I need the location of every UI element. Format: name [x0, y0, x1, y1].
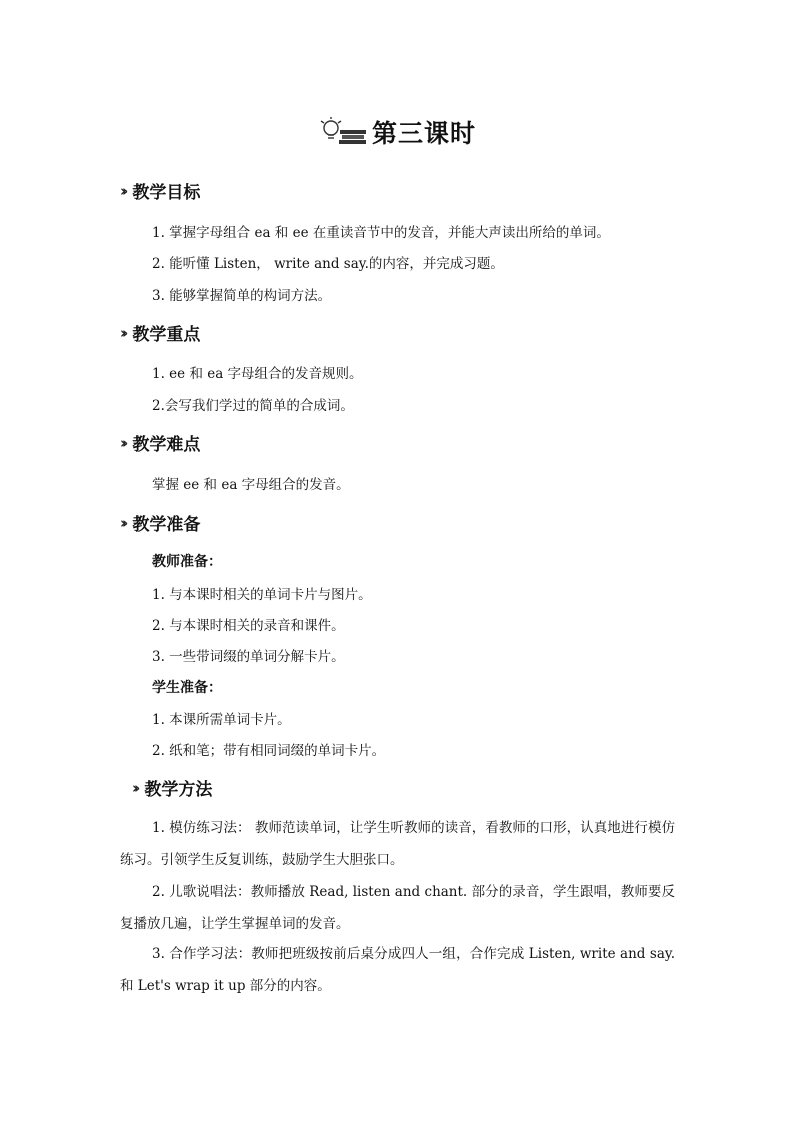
heading-text: 教学目标 [132, 183, 201, 203]
method-paragraph: 1. 模仿练习法： 教师范读单词，让学生听教师的读音，看教师的口形，认真地进行模仿练习。引领学生反复训练，鼓励学生大胆张口。 [120, 820, 675, 868]
heading-text: 教学难点 [132, 435, 201, 455]
lightbulb-books-icon [318, 117, 368, 147]
section-heading-key-points [120, 320, 200, 345]
list-item: 掌握 ee 和 ea 字母组合的发音。 [152, 477, 350, 493]
heading-text: 教学方法 [144, 780, 213, 800]
heading-text: 教学准备 [132, 515, 201, 535]
method-paragraph: 3. 合作学习法：教师把班级按前后桌分成四人一组，合作完成 Listen, write and say.和 Let's wrap it up 部分的内容。 [120, 946, 675, 994]
lesson-title: 第三课时 [371, 119, 476, 148]
list-item: 1. 与本课时相关的单词卡片与图片。 [152, 587, 372, 603]
double-chevron-icon: ›› [120, 433, 125, 452]
list-item: 3. 一些带词缀的单词分解卡片。 [152, 649, 345, 665]
double-chevron-icon: ›› [120, 181, 125, 200]
list-item: 1. 本课所需单词卡片。 [152, 712, 291, 728]
section-heading-preparation [120, 510, 200, 535]
list-item: 3. 能够掌握简单的构词方法。 [152, 288, 332, 304]
section-heading-objectives [120, 178, 200, 203]
method-paragraph: 2. 儿歌说唱法：教师播放 Read, listen and chant. 部分的录音，学生跟唱，教师要反复播放几遍，让学生掌握单词的发音。 [120, 884, 675, 932]
heading-text: 教学重点 [132, 325, 201, 345]
double-chevron-icon: ›› [120, 323, 125, 342]
section-heading-difficulties [120, 430, 200, 455]
page-title [0, 112, 794, 152]
list-item: 1. 掌握字母组合 ea 和 ee 在重读音节中的发音，并能大声读出所给的单词。 [152, 225, 610, 241]
section-heading-methods [132, 775, 212, 800]
list-item: 1. ee 和 ea 字母组合的发音规则。 [152, 366, 363, 382]
list-item: 2.会写我们学过的简单的合成词。 [152, 398, 354, 414]
list-item: 2. 与本课时相关的录音和课件。 [152, 618, 345, 634]
double-chevron-icon: ›› [132, 778, 137, 797]
list-item: 2. 能听懂 Listen， write and say.的内容，并完成习题。 [152, 256, 504, 272]
list-item: 2. 纸和笔；带有相同词缀的单词卡片。 [152, 743, 386, 759]
teacher-prep-label: 教师准备： [152, 554, 222, 570]
double-chevron-icon: ›› [120, 513, 125, 532]
student-prep-label: 学生准备： [152, 680, 222, 696]
